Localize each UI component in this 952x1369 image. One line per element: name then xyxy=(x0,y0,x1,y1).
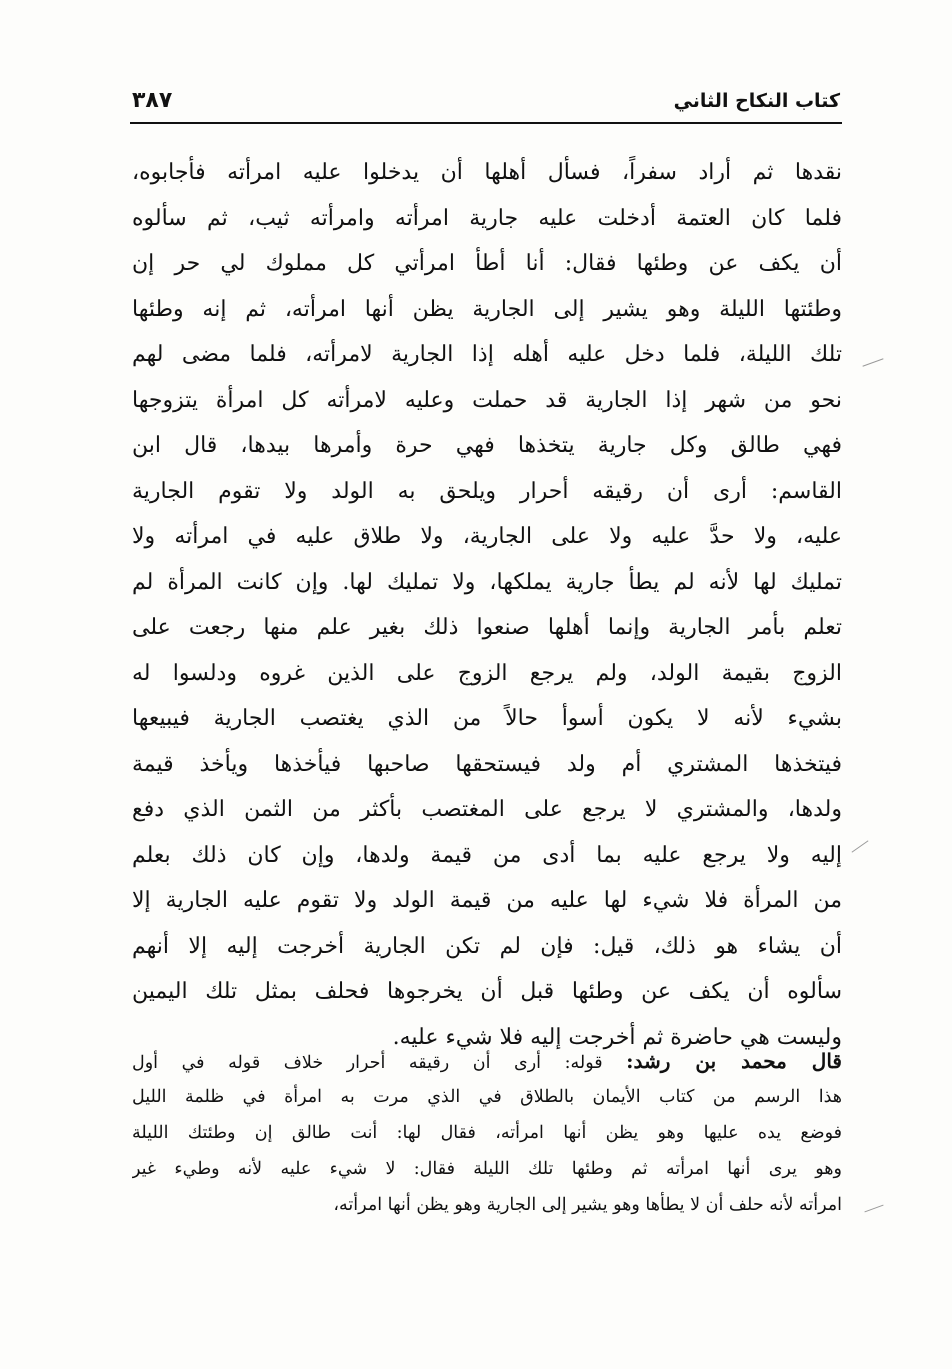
commentary-first-line-text: قوله: أرى أن رقيقه أحرار خلاف قوله في أول xyxy=(132,1053,603,1073)
commentary xyxy=(132,1043,842,1223)
text-line: إليه ولا يرجع عليه بما أدى من قيمة ولدها، وإن كان ذلك بعلم xyxy=(132,842,842,868)
text-line: من المرأة فلا شيء لها عليه من قيمة الولد ولا تقوم عليه الجارية إلا xyxy=(132,888,842,913)
page-number: ٣٨٧ xyxy=(132,88,173,113)
text-line: تمليك لها لأنه لم يطأ جارية يملكها، ولا تمليك لها. وإن كانت المرأة لم xyxy=(132,569,842,595)
text-line: سألوه أن يكف عن وطئها قبل أن يخرجوها فحلف بمثل تلك اليمين xyxy=(132,979,842,1004)
text-line: فهي طالق وكل جارية يتخذها فهي حرة وأمرها بيدها، قال ابن xyxy=(132,433,842,458)
commentary-speaker: قال محمد بن رشد: xyxy=(626,1049,842,1073)
text-line: أن يشاء هو ذلك، قيل: فإن لم تكن الجارية أخرجت إليه إلا أنهم xyxy=(132,933,842,959)
main-text xyxy=(132,150,842,1060)
header-rule xyxy=(130,122,842,124)
text-line: وليست هي حاضرة ثم أخرجت إليه فلا شيء عليه. xyxy=(392,1024,842,1050)
commentary-line: فوضع يده عليها وهو يظن أنها امرأته، فقال لها: أنت طالق إن وطئتك الليلة xyxy=(132,1123,842,1143)
commentary-line: امرأته لأنه حلف أن لا يطأها وهو يشير إلى الجارية وهو يظن أنها امرأته، xyxy=(333,1195,842,1215)
scan-mark xyxy=(864,1205,883,1213)
text-line: أن يكف عن وطئها فقال: أنا أطأ امرأتي كل مملوك لي حر إن xyxy=(132,251,842,276)
text-line: نقدها ثم أراد سفراً، فسأل أهلها أن يدخلوا عليه امرأته فأجابوه، xyxy=(132,160,842,185)
page-header xyxy=(132,86,840,120)
text-line: فيتخذها المشتري أم ولد فيستحقها صاحبها فيأخذها ويأخذ قيمة xyxy=(132,751,842,777)
text-line: بشيء لأنه لا يكون أسوأ حالاً من الذي يغتصب الجارية فيبيعها xyxy=(132,706,842,731)
text-line: القاسم: أرى أن رقيقه أحرار ويلحق به الولد ولا تقوم الجارية xyxy=(132,478,842,504)
commentary-line: وهو يرى أنها امرأته ثم وطئها تلك الليلة فقال: لا شيء عليه لأنه وطيء غير xyxy=(132,1159,842,1179)
text-line: الزوج بقيمة الولد، ولم يرجع الزوج على الذين غروه ودلسوا له xyxy=(132,660,842,686)
book-title: كتاب النكاح الثاني xyxy=(673,90,840,112)
scan-mark xyxy=(862,358,883,366)
text-line: تعلم بأمر الجارية وإنما أهلها صنعوا ذلك بغير علم منها رجعت على xyxy=(132,615,842,640)
commentary-first-line xyxy=(132,1043,842,1079)
commentary-line: هذا الرسم من كتاب الأيمان بالطلاق في الذي مرت به امرأة في ظلمة الليل xyxy=(132,1087,842,1107)
scan-mark xyxy=(852,840,869,852)
text-line: تلك الليلة، فلما دخل عليه أهله إذا الجارية لامرأته، فلما مضى لهم xyxy=(132,342,842,367)
text-line: نحو من شهر إذا الجارية قد حملت وعليه لامرأته كل امرأة يتزوجها xyxy=(132,387,842,413)
text-line: عليه، ولا حدَّ عليه ولا على الجارية، ولا طلاق عليه في امرأته ولا xyxy=(132,524,842,549)
text-line: ولدها، والمشتري لا يرجع على المغتصب بأكثر من الثمن الذي دفع xyxy=(132,797,842,822)
text-line: فلما كان العتمة أدخلت عليه جارية امرأته وامرأته ثيب، ثم سألوه xyxy=(132,205,842,231)
text-line: وطئتها الليلة وهو يشير إلى الجارية يظن أنها امرأته، ثم إنه وطئها xyxy=(132,296,842,322)
